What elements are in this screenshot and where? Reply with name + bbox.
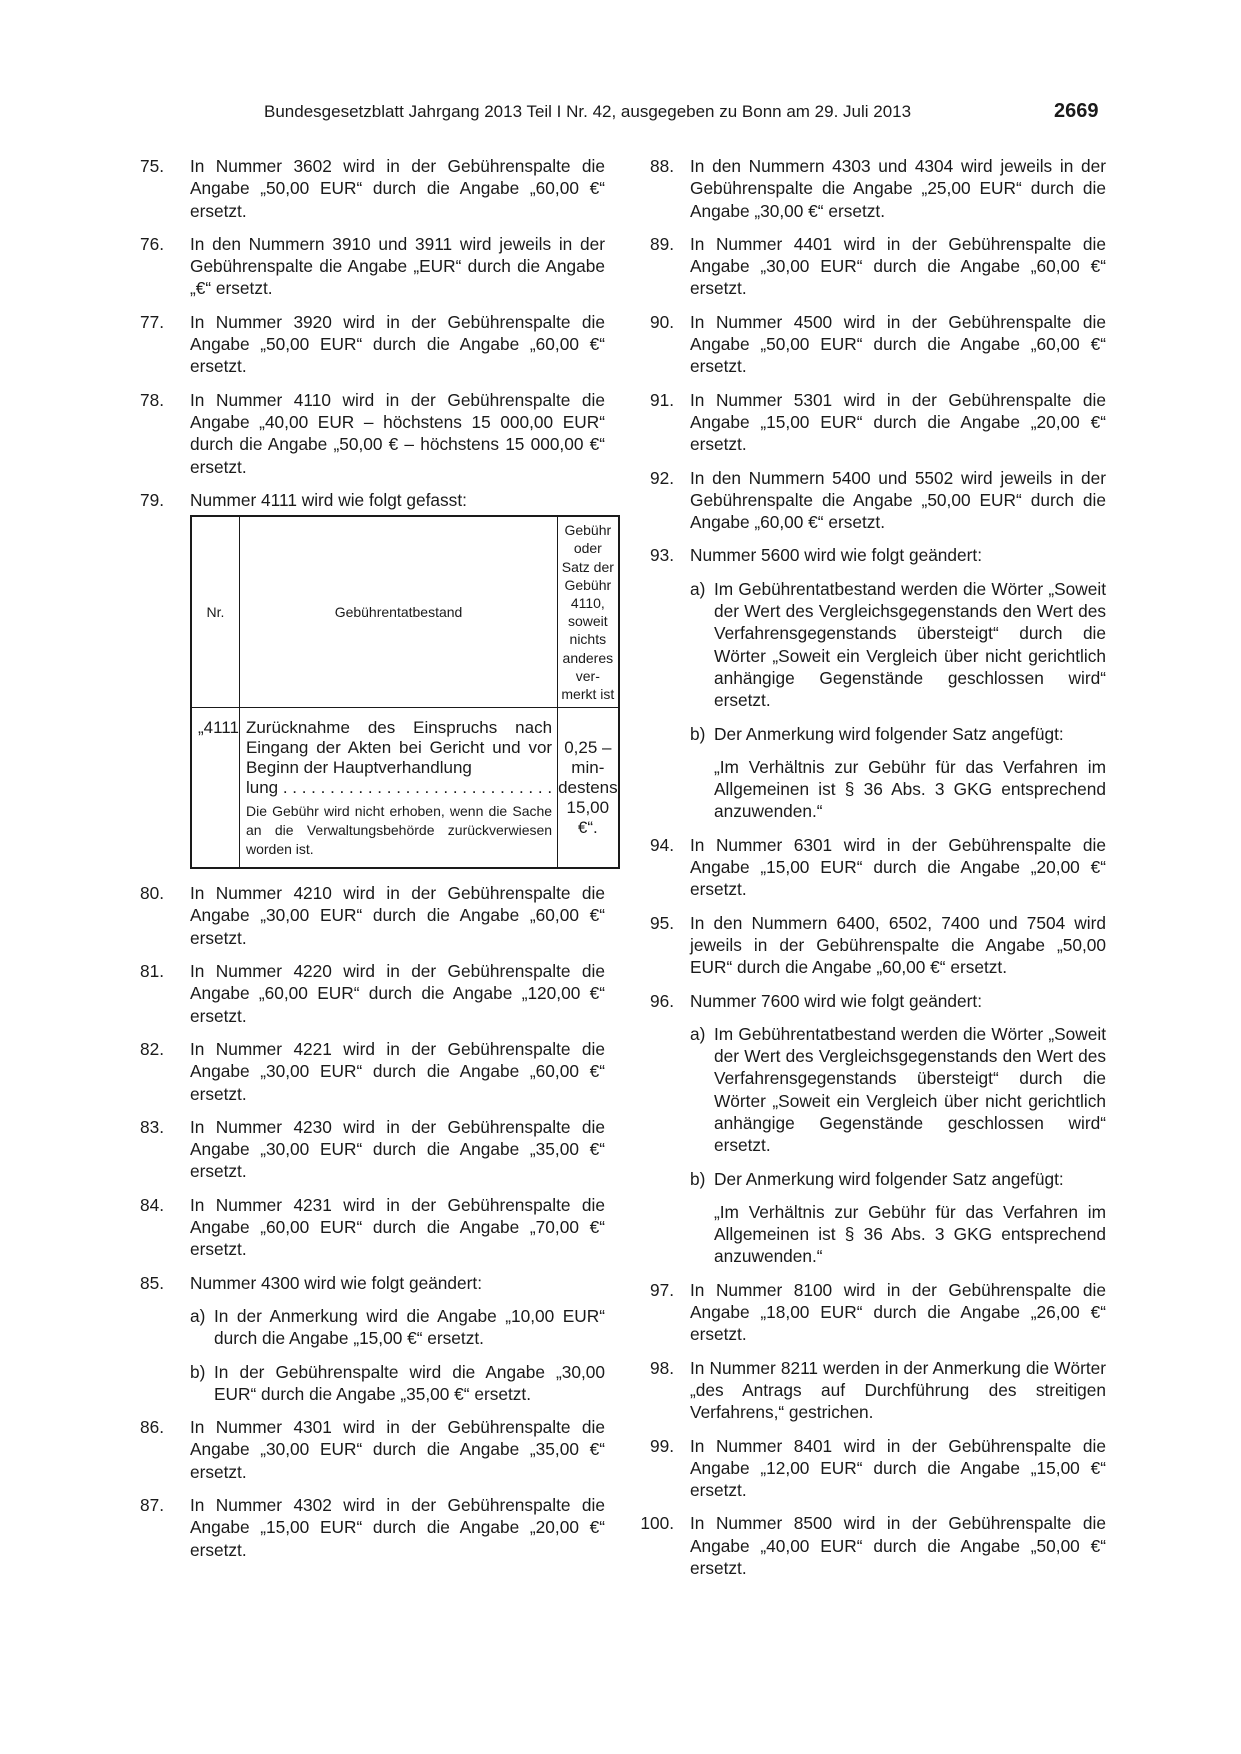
item-number: 98. xyxy=(649,1357,674,1378)
sub-item xyxy=(690,578,1106,712)
item-text: In Nummer 3602 wird in der Gebührenspalte die Angabe „50,00 EUR“ durch die Angabe „60,00 €“ ersetzt. xyxy=(190,156,605,221)
sub-item-text: Im Gebührentatbestand werden die Wörter „Soweit der Wert des Vergleichsgegenstands den Wert des Verfahrensgegenstands übersteigt“ durch die Wörter „Soweit ein Vergleich über nicht gerichtlich anhängige Gegenstände geschlossen wird“ ersetzt. xyxy=(714,1023,1106,1156)
list-item xyxy=(140,882,605,949)
list-item xyxy=(140,1272,605,1294)
item-number: 93. xyxy=(649,545,674,566)
cell-number: „4111 xyxy=(191,708,239,869)
item-number: 83. xyxy=(140,1116,165,1137)
item-text: In Nummer 4221 wird in der Gebührenspalte die Angabe „30,00 EUR“ durch die Angabe „60,00 €“ ersetzt. xyxy=(190,1038,605,1104)
list-item xyxy=(640,990,1106,1012)
inserted-sentence: „Im Verhältnis zur Gebühr für das Verfahren im Allgemeinen ist § 36 Abs. 3 GKG entsprechend anzuwenden.“ xyxy=(714,756,1106,822)
item-number: 87. xyxy=(140,1495,165,1516)
fee-note: Die Gebühr wird nicht erhoben, wenn die Sache an die Verwaltungsbehörde zurückverwiesen worden ist. xyxy=(245,803,553,858)
item-text: In Nummer 4220 wird in der Gebührenspalte die Angabe „60,00 EUR“ durch die Angabe „120,00 €“ ersetzt. xyxy=(190,961,605,1026)
item-number: 75. xyxy=(140,156,165,176)
page-header xyxy=(0,100,1241,130)
list-item xyxy=(640,912,1106,979)
item-text: In Nummer 4230 wird in der Gebührenspalte die Angabe „30,00 EUR“ durch die Angabe „35,00 €“ ersetzt. xyxy=(190,1116,605,1182)
item-text: In Nummer 8100 wird in der Gebührenspalte die Angabe „18,00 EUR“ durch die Angabe „26,00 €“ ersetzt. xyxy=(690,1279,1106,1345)
item-text: Nummer 5600 wird wie folgt geändert: xyxy=(690,545,983,566)
item-text: In den Nummern 5400 und 5502 wird jeweils in der Gebührenspalte die Angabe „50,00 EUR“ durch die Angabe „60,00 €“ ersetzt. xyxy=(690,467,1106,533)
item-text: In Nummer 4401 wird in der Gebührenspalte die Angabe „30,00 EUR“ durch die Angabe „60,00 €“ ersetzt. xyxy=(690,233,1106,299)
sub-item xyxy=(690,1168,1106,1190)
item-number: 80. xyxy=(140,883,165,904)
list-item xyxy=(140,1494,605,1561)
item-number: 91. xyxy=(649,389,674,410)
item-number: 89. xyxy=(649,233,674,254)
list-item xyxy=(640,544,1106,566)
item-number: 95. xyxy=(649,912,674,933)
item-text: In Nummer 4110 wird in der Gebührenspalte die Angabe „40,00 EUR – höchstens 15 000,00 EUR“ durch die Angabe „50,00 € – höchstens 15 000,00 €“ ersetzt. xyxy=(190,389,605,477)
item-number: 85. xyxy=(140,1272,165,1293)
item-text: In Nummer 8211 werden in der Anmerkung die Wörter „des Antrags auf Durchführung des streitigen Verfahrens,“ gestrichen. xyxy=(690,1357,1106,1423)
cell-fee: 0,25 – mindestens 15,00 €“. xyxy=(558,708,619,869)
item-text: In Nummer 4301 wird in der Gebührenspalte die Angabe „30,00 EUR“ durch die Angabe „35,00 €“ ersetzt. xyxy=(190,1417,605,1482)
item-text: In den Nummern 4303 und 4304 wird jeweils in der Gebührenspalte die Angabe „25,00 EUR“ durch die Angabe „30,00 €“ ersetzt. xyxy=(690,156,1106,221)
sub-item-text: In der Gebührenspalte wird die Angabe „30,00 EUR“ durch die Angabe „35,00 €“ ersetzt. xyxy=(214,1361,605,1404)
list-item xyxy=(640,1279,1106,1346)
list-item xyxy=(640,1512,1106,1579)
list-item xyxy=(140,1194,605,1261)
item-text: In Nummer 4500 wird in der Gebührenspalte die Angabe „50,00 EUR“ durch die Angabe „60,00 €“ ersetzt. xyxy=(690,311,1106,377)
item-number: 92. xyxy=(649,467,674,488)
item-text: Nummer 4300 wird wie folgt geändert: xyxy=(190,1272,483,1293)
item-number: 88. xyxy=(649,156,674,176)
item-number: 96. xyxy=(649,990,674,1011)
list-item xyxy=(640,155,1106,222)
sub-item xyxy=(690,1023,1106,1157)
list-item xyxy=(140,311,605,378)
sub-item-letter: a) xyxy=(690,578,706,599)
item-text: In Nummer 3920 wird in der Gebührenspalte die Angabe „50,00 EUR“ durch die Angabe „60,00 €“ ersetzt. xyxy=(190,311,605,377)
sub-item xyxy=(190,1305,605,1350)
sub-item xyxy=(690,723,1106,745)
item-text: In Nummer 6301 wird in der Gebührenspalte die Angabe „15,00 EUR“ durch die Angabe „20,00 €“ ersetzt. xyxy=(690,834,1106,900)
item-number: 99. xyxy=(649,1435,674,1456)
item-text: Nummer 7600 wird wie folgt geändert: xyxy=(690,990,983,1011)
sub-item-letter: b) xyxy=(690,1168,706,1189)
list-item xyxy=(140,489,605,511)
page-number: 2669 xyxy=(1054,100,1099,122)
list-item xyxy=(640,389,1106,456)
list-item xyxy=(140,960,605,1027)
column-header-nr: Nr. xyxy=(191,516,239,708)
column-header-description: Gebührentatbestand xyxy=(239,516,557,708)
list-item xyxy=(640,311,1106,378)
item-text: In Nummer 8401 wird in der Gebührenspalte die Angabe „12,00 EUR“ durch die Angabe „15,00 €“ ersetzt. xyxy=(690,1435,1106,1501)
item-text: In den Nummern 6400, 6502, 7400 und 7504 wird jeweils in der Gebührenspalte die Angabe „50,00 EUR“ durch die Angabe „60,00 €“ ersetzt. xyxy=(690,912,1106,978)
column-header-fee: Gebühr oder Satz der Gebühr 4110, soweit nichts anderes vermerkt ist xyxy=(558,516,619,708)
item-number: 94. xyxy=(649,834,674,855)
list-item xyxy=(140,389,605,478)
item-number: 100. xyxy=(640,1513,674,1534)
left-column xyxy=(140,155,618,1572)
item-number: 81. xyxy=(140,961,165,982)
list-item xyxy=(640,233,1106,300)
item-number: 77. xyxy=(140,311,165,332)
gazette-title: Bundesgesetzblatt Jahrgang 2013 Teil I Nr. 42, ausgegeben zu Bonn am 29. Juli 2013 xyxy=(264,102,912,121)
item-text: In Nummer 5301 wird in der Gebührenspalte die Angabe „15,00 EUR“ durch die Angabe „20,00 €“ ersetzt. xyxy=(690,389,1106,455)
list-item xyxy=(640,467,1106,534)
sub-item-text: Der Anmerkung wird folgender Satz angefügt: xyxy=(714,1168,1064,1189)
item-text: In den Nummern 3910 und 3911 wird jeweils in der Gebührenspalte die Angabe „EUR“ durch die Angabe „€“ ersetzt. xyxy=(190,233,605,299)
item-number: 79. xyxy=(140,489,165,510)
list-item xyxy=(140,233,605,300)
dotted-leader: lung . . . . . . . . . . . . . . . . . . . . . . . . . . . . . xyxy=(245,778,553,798)
sub-item-letter: a) xyxy=(190,1305,206,1326)
item-text: In Nummer 4231 wird in der Gebührenspalte die Angabe „60,00 EUR“ durch die Angabe „70,00 €“ ersetzt. xyxy=(190,1194,605,1260)
sub-item-text: In der Anmerkung wird die Angabe „10,00 EUR“ durch die Angabe „15,00 €“ ersetzt. xyxy=(214,1305,605,1349)
list-item xyxy=(640,1357,1106,1424)
list-item xyxy=(140,155,605,222)
sub-item xyxy=(190,1361,605,1406)
cell-description xyxy=(239,708,557,869)
list-item xyxy=(140,1416,605,1483)
right-column xyxy=(640,155,1106,1590)
item-text: Nummer 4111 wird wie folgt gefasst: xyxy=(190,489,467,510)
item-number: 78. xyxy=(140,389,165,410)
fee-table xyxy=(190,515,620,869)
item-text: In Nummer 4302 wird in der Gebührenspalte die Angabe „15,00 EUR“ durch die Angabe „20,00 €“ ersetzt. xyxy=(190,1495,605,1560)
list-item xyxy=(640,1435,1106,1502)
item-number: 84. xyxy=(140,1194,165,1215)
table-row xyxy=(191,708,619,869)
sub-item-text: Im Gebührentatbestand werden die Wörter „Soweit der Wert des Vergleichsgegenstands den Wert des Verfahrensgegenstands übersteigt“ durch die Wörter „Soweit ein Vergleich über nicht gerichtlich anhängige Gegenstände geschlossen wird“ ersetzt. xyxy=(714,578,1106,711)
sub-item-letter: b) xyxy=(190,1361,206,1382)
item-number: 86. xyxy=(140,1417,165,1438)
list-item xyxy=(140,1116,605,1183)
inserted-sentence: „Im Verhältnis zur Gebühr für das Verfahren im Allgemeinen ist § 36 Abs. 3 GKG entsprechend anzuwenden.“ xyxy=(714,1201,1106,1267)
sub-item-letter: a) xyxy=(690,1023,706,1044)
item-number: 97. xyxy=(649,1279,674,1300)
sub-item-text: Der Anmerkung wird folgender Satz angefügt: xyxy=(714,723,1064,744)
fee-description: Zurücknahme des Einspruchs nach Eingang der Akten bei Gericht und vor Beginn der Hauptverhandlung xyxy=(245,718,553,778)
item-number: 90. xyxy=(649,311,674,332)
list-item xyxy=(140,1038,605,1105)
item-text: In Nummer 4210 wird in der Gebührenspalte die Angabe „30,00 EUR“ durch die Angabe „60,00 €“ ersetzt. xyxy=(190,883,605,948)
item-number: 82. xyxy=(140,1038,165,1059)
item-text: In Nummer 8500 wird in der Gebührenspalte die Angabe „40,00 EUR“ durch die Angabe „50,00 €“ ersetzt. xyxy=(690,1513,1106,1579)
table-header-row xyxy=(191,516,619,708)
sub-item-letter: b) xyxy=(690,723,706,744)
item-number: 76. xyxy=(140,233,165,254)
list-item xyxy=(640,834,1106,901)
